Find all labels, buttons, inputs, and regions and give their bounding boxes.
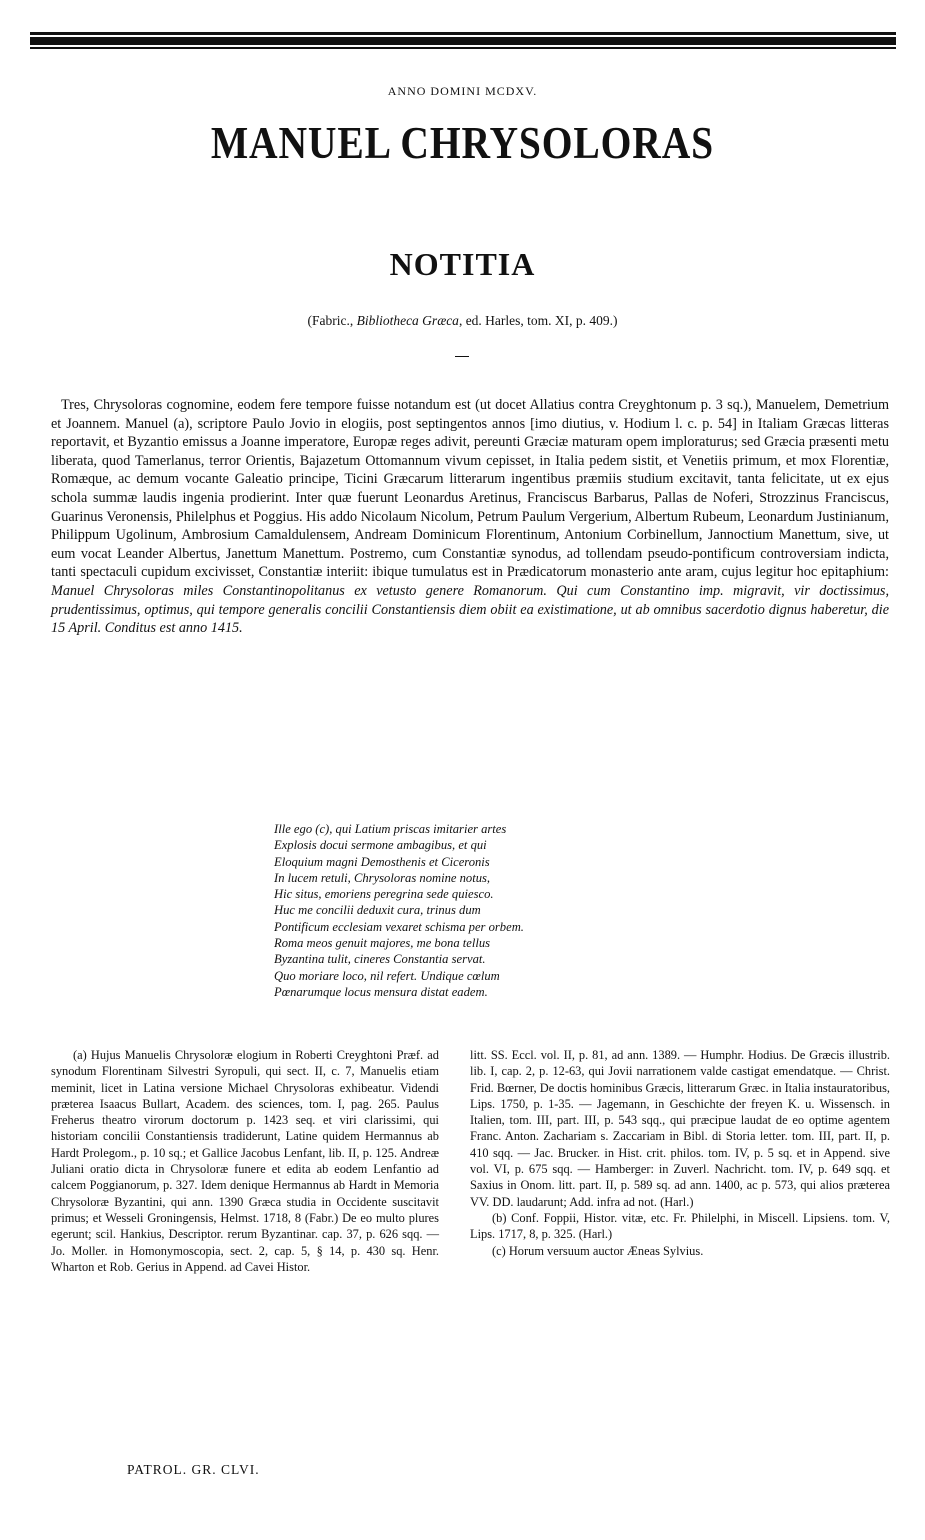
source-prefix: (Fabric., — [307, 313, 357, 328]
top-rule-bottom — [30, 47, 896, 49]
section-heading: NOTITIA — [389, 246, 536, 282]
source-citation — [0, 313, 925, 329]
source-suffix: , ed. Harles, tom. XI, p. 409.) — [458, 313, 618, 328]
poem-line: Eloquium magni Demosthenis et Ciceronis — [274, 854, 490, 869]
page-footer: PATROL. GR. CLVI. — [127, 1462, 260, 1477]
footnote-c: (c) Horum versuum auctor Æneas Sylvius. — [492, 1243, 704, 1258]
top-rule-thin — [30, 32, 896, 35]
epitaph-poem — [274, 821, 694, 1000]
footnote-a-continued: litt. SS. Eccl. vol. II, p. 81, ad ann. 1389. — Humphr. Hodius. De Græcis illustrib. lib. I, cap. 2, p. 12-63, qui Jovii narrationem valde castigat emendatque. — Christ. Frid. Bœrner, De doctis hominibus Græcis, litterarum Græc. in Italia instauratoribus, Lips. 1750, p. 1-35. — Jagemann, in Geschichte der freyen K. u. Wissensch. in Italien, tom. III, part. III, p. 543 sqq., qui præcipue laudat de eo optime agentem Franc. Anton. Zachariam s. Zaccariam in Bibl. di Storia letter. tom. III, part. II, p. 410 sqq. — Jac. Brucker. in Hist. crit. philos. tom. IV, p. 5 sq. et in Append. sive vol. VI, p. 675 sqq. — Hamberger: in Zuverl. Nachricht. tom. IV, p. 649 sqq. et Saxius in Onom. litt. part. II, p. 589 sq. ad ann. 1400, ac p. 573, qui alios præterea VV. DD. laudarunt; Add. infra ad not. (Harl.) — [470, 1048, 890, 1209]
footnotes-right-column — [470, 1047, 890, 1259]
poem-line: Explosis docui sermone ambagibus, et qui — [274, 838, 487, 853]
poem-line: In lucem retuli, Chrysoloras nomine notus, — [274, 870, 491, 885]
poem-line: Pœnarumque locus mensura distat eadem. — [274, 984, 488, 999]
poem-line: Byzantina tulit, cineres Constantia servat. — [274, 952, 486, 967]
poem-line: Hic situs, emoriens peregrina sede quiesco. — [274, 887, 494, 902]
source-work-title: Bibliotheca Græca — [356, 313, 459, 328]
main-paragraph-text: Tres, Chrysoloras cognomine, eodem fere tempore fuisse notandum est (ut docet Allatius contra Creyghtonum p. 3 sq.), Manuelem, Demetrium et Joannem. Manuel (a), scriptore Paulo Jovio in elogiis, post septingentos annos [imo diutius, v. Hodium l. c. p. 54] in Italiam Græcas litteras reportavit, et Byzantio emissus a Joanne imperatore, Europæ reges adivit, pereunti Græciæ maturam opem imploraturus; sed Græcia præsenti metu liberata, quod Tamerlanus, terror Orientis, Bajazetum Ottomannum vivum cepisset, in Italia pedem sistit, et Venetiis primum, et mox Florentiæ, Romæque, ac demum vocante Galeatio principe, Ticini Græcarum litterarum ingentibus præmiis studium excitavit, tanta felicitate, ut ex ejus schola summæ laudis ingenia prodierint. Inter quæ fuerunt Leonardus Aretinus, Franciscus Barbarus, Pallas de Noferi, Strozzinus Franciscus, Guarinus Veronensis, Philelphus et Poggius. His addo Nicolaum Nicolum, Petrum Paulum Vergerium, Albertum Rubeum, Leonardum Justinianum, Philippum Ugolinum, Ambrosium Camaldulensem, Andream Dominicum Florentinum, Antonium Corbinellum, Jannoctium Manettum, sive, ut eum vocat Leander Albertus, Janettum Manettum. Postremo, cum Constantiæ synodus, ad tollendam pseudo-pontificum controversiam indicta, tanti spectaculi cupidum excivisset, Constantiæ interiit: ibique tumulatus est in Prædicatorum monasterio ante aram, cujus legitur hoc epitaphium: — [51, 397, 889, 581]
poem-line: Huc me concilii deduxit cura, trinus dum — [274, 903, 481, 918]
epitaph-text: Manuel Chrysoloras miles Constantinopolitanus ex vetusto genere Romanorum. Qui cum Constantino imp. migravit, vir doctissimus, prudentissimus, optimus, qui tempore generalis concilii Constantiensis diem obiit ea existimatione, ut ab omnibus sacerdotio dignus haberetur, die 15 April. Conditus est anno 1415. — [51, 582, 889, 637]
footnote-a-left-column: (a) Hujus Manuelis Chrysoloræ elogium in Roberti Creyghtoni Præf. ad synodum Florentinam Silvestri Syropuli, qui sect. II, c. 7, Manuelis etiam meminit, licet in Latina versione Michael Chrysoloras exhibeatur. Videndi præterea Isaacus Bullart, Academ. des sciences, tom. I, pag. 265. Paulus Freherus theatro virorum doctorum p. 1423 seq. et viri clarissimi, qui historiam concilii Constantiensis tradiderunt, Latine quidem Hermannus ab Hardt Prolegom., p. 10 sq.; et Gallice Jacobus Lenfant, lib. II, p. 125. Andreæ Juliani oratio dicta in Chrysoloræ funere et edita ab eodem Lenfantio ad calcem Poggianorum, p. 327. Idem denique Hermannus ab Hardt in Memoria Chrysoloræ Byzantini, qui ann. 1390 Græca studia in Occidente suscitavit primus; et Wesseli Groningensis, Helmst. 1718, 8 (Fabr.) De eo multo plures egerunt; scil. Hankius, Descriptor. rerum Byzantinar. cap. 37, p. 626 sqq. — Jo. Moller. in Homonymoscopia, sect. 2, cap. 5, § 14, p. 430 sq. Henr. Wharton et Rob. Gerius in Append. ad Cavei Histor. — [51, 1048, 439, 1274]
poem-line: Ille ego (c), qui Latium priscas imitarier artes — [274, 822, 507, 836]
main-paragraph — [51, 396, 889, 638]
top-rule-thick — [30, 37, 896, 45]
poem-line: Pontificum ecclesiam vexaret schisma per orbem. — [274, 919, 524, 934]
anno-domini-line: ANNO DOMINI MCDXV. — [387, 84, 538, 98]
footnote-b: (b) Conf. Foppii, Histor. vitæ, etc. Fr. Philelphi, in Miscell. Lipsiens. tom. V, Lips. 1717, 8, p. 325. (Harl.) — [470, 1210, 890, 1242]
poem-line: Roma meos genuit majores, me bona tellus — [274, 936, 491, 951]
section-divider — [455, 356, 469, 357]
page-title: MANUEL CHRYSOLORAS — [210, 117, 715, 168]
poem-line: Quo moriare loco, nil refert. Undique cœlum — [274, 968, 500, 983]
